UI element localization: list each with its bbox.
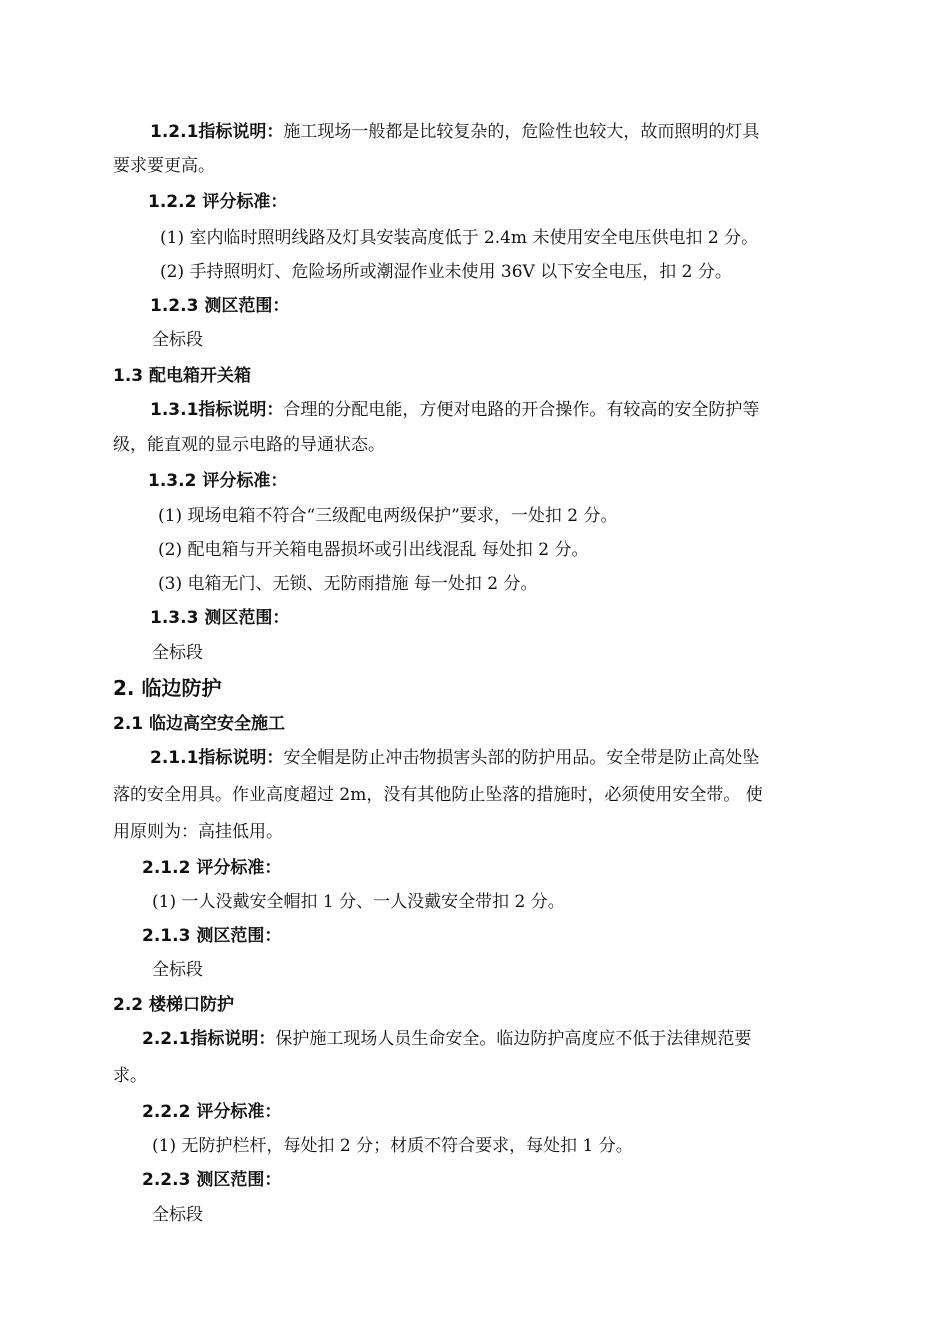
paragraph-2-2-1 [142,1027,751,1051]
heading-2-2-2: 2.2.2 评分标准： [142,1102,282,1122]
paragraph-1-3-1-cont: 级，能直观的显示电路的导通状态。 [113,435,385,455]
heading-1-3-3: 1.3.3 测区范围： [150,608,290,628]
heading-2-1-2: 2.1.2 评分标准： [142,858,282,878]
heading-1-2-2: 1.2.2 评分标准： [148,192,288,212]
list-item: (1) 无防护栏杆，每处扣 2 分；材质不符合要求，每处扣 1 分。 [152,1136,633,1156]
heading-2-2-3: 2.2.3 测区范围： [142,1170,282,1190]
scope-value: 全标段 [152,960,203,980]
paragraph-2-1-1-cont: 用原则为：高挂低用。 [113,822,283,842]
indicator-label: 指标说明： [198,122,284,142]
scope-value: 全标段 [152,643,203,663]
paragraph-text: 合理的分配电能，方便对电路的开合操作。有较高的安全防护等 [283,400,760,420]
list-item: (1) 现场电箱不符合“三级配电两级保护”要求，一处扣 2 分。 [158,506,618,526]
indicator-label: 指标说明： [190,1029,276,1049]
indicator-label: 指标说明： [198,400,284,420]
scope-value: 全标段 [152,1205,203,1225]
paragraph-2-2-1-cont: 求。 [113,1066,147,1086]
paragraph-text: 施工现场一般都是比较复杂的，危险性也较大，故而照明的灯具 [283,122,760,142]
paragraph-1-3-1 [150,398,759,422]
paragraph-1-2-1-cont: 要求要更高。 [113,156,215,176]
heading-1-3-2: 1.3.2 评分标准： [148,471,288,491]
paragraph-2-1-1 [150,746,759,770]
list-item: (1) 室内临时照明线路及灯具安装高度低于 2.4m 未使用安全电压供电扣 2 分。 [160,228,759,248]
heading-1-2-3: 1.2.3 测区范围： [150,296,290,316]
section-number: 2.2.1 [142,1029,191,1049]
list-item: (3) 电箱无门、无锁、无防雨措施 每一处扣 2 分。 [158,574,538,594]
section-number: 1.2.1 [150,122,199,142]
scope-value: 全标段 [152,330,203,350]
paragraph-2-1-1-cont: 落的安全用具。作业高度超过 2m，没有其他防止坠落的措施时，必须使用安全带。 使 [113,785,763,805]
paragraph-text: 安全帽是防止冲击物损害头部的防护用品。安全带是防止高处坠 [283,748,760,768]
heading-1-3: 1.3 配电箱开关箱 [113,366,252,386]
list-item: (2) 手持照明灯、危险场所或潮湿作业未使用 36V 以下安全电压，扣 2 分。 [160,262,732,282]
section-number: 2.1.1 [150,748,199,768]
heading-2-1: 2.1 临边高空安全施工 [113,714,286,734]
indicator-label: 指标说明： [198,748,284,768]
heading-2: 2. 临边防护 [113,676,222,700]
paragraph-text: 保护施工现场人员生命安全。临边防护高度应不低于法律规范要 [275,1029,752,1049]
heading-2-2: 2.2 楼梯口防护 [113,995,235,1015]
heading-2-1-3: 2.1.3 测区范围： [142,926,282,946]
list-item: (2) 配电箱与开关箱电器损坏或引出线混乱 每处扣 2 分。 [158,540,589,560]
list-item: (1) 一人没戴安全帽扣 1 分、一人没戴安全带扣 2 分。 [152,892,565,912]
paragraph-1-2-1 [150,120,759,144]
section-number: 1.3.1 [150,400,199,420]
